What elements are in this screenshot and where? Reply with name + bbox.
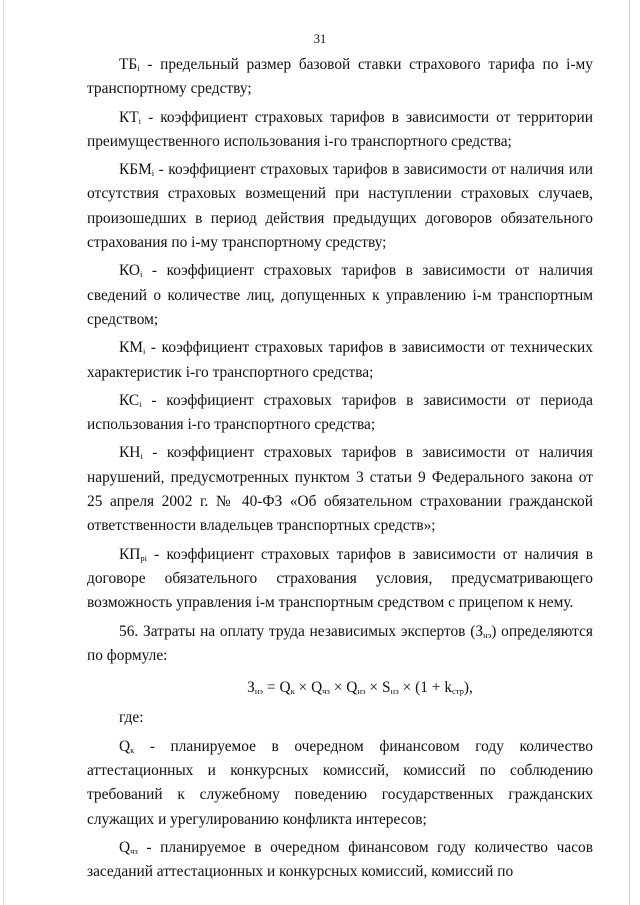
formula-term-subscript: нэ bbox=[357, 686, 366, 697]
page-number: 31 bbox=[313, 32, 327, 46]
definition-term: КТ bbox=[119, 108, 139, 126]
formula-term-subscript: к bbox=[290, 686, 295, 697]
definition-text: - коэффициент страховых тарифов в зависимости от периода использования i-го транспортного средства; bbox=[87, 391, 593, 434]
formula-times: × bbox=[398, 679, 416, 697]
definition-term-subscript: i bbox=[139, 398, 142, 409]
item-56-text: 56. Затраты на оплату труда независимых экспертов (З bbox=[119, 622, 484, 640]
definition-term: КН bbox=[119, 444, 141, 462]
definition-paragraph bbox=[87, 53, 593, 102]
item-56-text-end: ) определяются по формуле: bbox=[87, 622, 593, 664]
page-body bbox=[87, 53, 593, 889]
formula-term-subscript: стр bbox=[452, 686, 464, 697]
definition-term: КБМ bbox=[119, 161, 152, 179]
formula-close: ), bbox=[463, 679, 473, 697]
definition-term: КП bbox=[119, 545, 141, 563]
definition-term: ТБ bbox=[119, 56, 138, 73]
definition-text: - коэффициент страховых тарифов в зависимости от территории преимущественного использования i-го транспортного средства; bbox=[87, 108, 593, 150]
definition-term: КС bbox=[119, 391, 140, 409]
formula-parenthesis: (1 + k bbox=[415, 679, 453, 697]
definition-term-subscript: i bbox=[142, 346, 146, 357]
definition-paragraph bbox=[87, 543, 593, 616]
definition-term-subscript: i bbox=[140, 269, 143, 280]
definition-term-subscript: i bbox=[140, 451, 143, 462]
formula-term: Q bbox=[346, 679, 358, 697]
definition-paragraph bbox=[87, 106, 593, 155]
definition-text: - коэффициент страховых тарифов в зависимости от наличия в договоре обязательного страхования условия, предусматривающего возможность управления i-м транспортным средством с прицепом к нему. bbox=[87, 545, 593, 612]
definition-term-subscript: i bbox=[137, 63, 140, 73]
where-label: где: bbox=[119, 709, 144, 727]
definition-term-subscript: i bbox=[151, 168, 155, 179]
definition-text: - коэффициент страховых тарифов в зависимости от наличия нарушений, предусмотренных пунктом 3 статьи 9 Федерального закона от 25 апреля 2002 г. № 40-ФЗ «Об обязательном страховании гражданской ответственности владельцев транспортных средств»; bbox=[87, 444, 593, 535]
item-56-subscript: нэ bbox=[483, 629, 492, 640]
definition-paragraph bbox=[87, 836, 593, 885]
scan-edge-right bbox=[629, 0, 630, 905]
definition-text: - предельный размер базовой ставки страхового тарифа по i-му транспортному средству; bbox=[87, 56, 593, 98]
formula-term: Q bbox=[279, 679, 291, 697]
formula-times: × bbox=[365, 679, 382, 697]
scan-edge-left bbox=[3, 0, 4, 905]
definition-term-subscript: pi bbox=[140, 552, 148, 563]
definition-text: - коэффициент страховых тарифов в зависимости от наличия или отсутствия страховых возмещений при наступлении страховых случаев, произошедших в период действия предыдущих договоров обязательного страхования по i-му транспортному средству; bbox=[87, 161, 593, 252]
formula-lhs-subscript: нэ bbox=[254, 686, 264, 697]
definition-term: КО bbox=[119, 262, 140, 280]
definition-term-subscript: i bbox=[138, 115, 142, 126]
formula bbox=[87, 676, 593, 700]
formula-equals: = bbox=[263, 679, 280, 697]
formula-times: × bbox=[329, 679, 347, 697]
formula-times: × bbox=[294, 679, 312, 697]
definition-term-subscript: чз bbox=[130, 845, 138, 856]
definition-paragraph bbox=[87, 735, 593, 832]
definition-paragraph bbox=[87, 389, 593, 438]
definition-text: - коэффициент страховых тарифов в зависимости от технических характеристик i-го транспортного средства; bbox=[87, 339, 593, 381]
item-56-paragraph bbox=[87, 620, 593, 669]
definition-paragraph bbox=[87, 158, 593, 255]
formula-term-subscript: чз bbox=[322, 686, 330, 697]
definition-paragraph bbox=[87, 259, 593, 332]
formula-lhs: З bbox=[247, 679, 255, 697]
formula-term: S bbox=[381, 679, 391, 697]
definition-text: - планируемое в очередном финансовом году количество аттестационных и конкурсных комиссий, комиссий по соблюдению требований к служебному поведению государственных гражданских служащих и урегулированию конфликта интересов; bbox=[87, 737, 593, 828]
definition-text: - планируемое в очередном финансовом году количество часов заседаний аттестационных и конкурсных комиссий, комиссий по bbox=[87, 838, 593, 881]
definition-text: - коэффициент страховых тарифов в зависимости от наличия сведений о количестве лиц, допущенных к управлению i-м транспортным средством; bbox=[87, 262, 593, 328]
definition-term: Q bbox=[119, 737, 131, 755]
definition-term: КМ bbox=[119, 339, 143, 357]
definition-term-subscript: к bbox=[130, 744, 135, 755]
definition-paragraph bbox=[87, 441, 593, 538]
formula-term: Q bbox=[311, 679, 323, 697]
formula-term-subscript: нэ bbox=[390, 686, 399, 697]
definition-paragraph bbox=[87, 336, 593, 385]
definition-term: Q bbox=[119, 838, 131, 856]
